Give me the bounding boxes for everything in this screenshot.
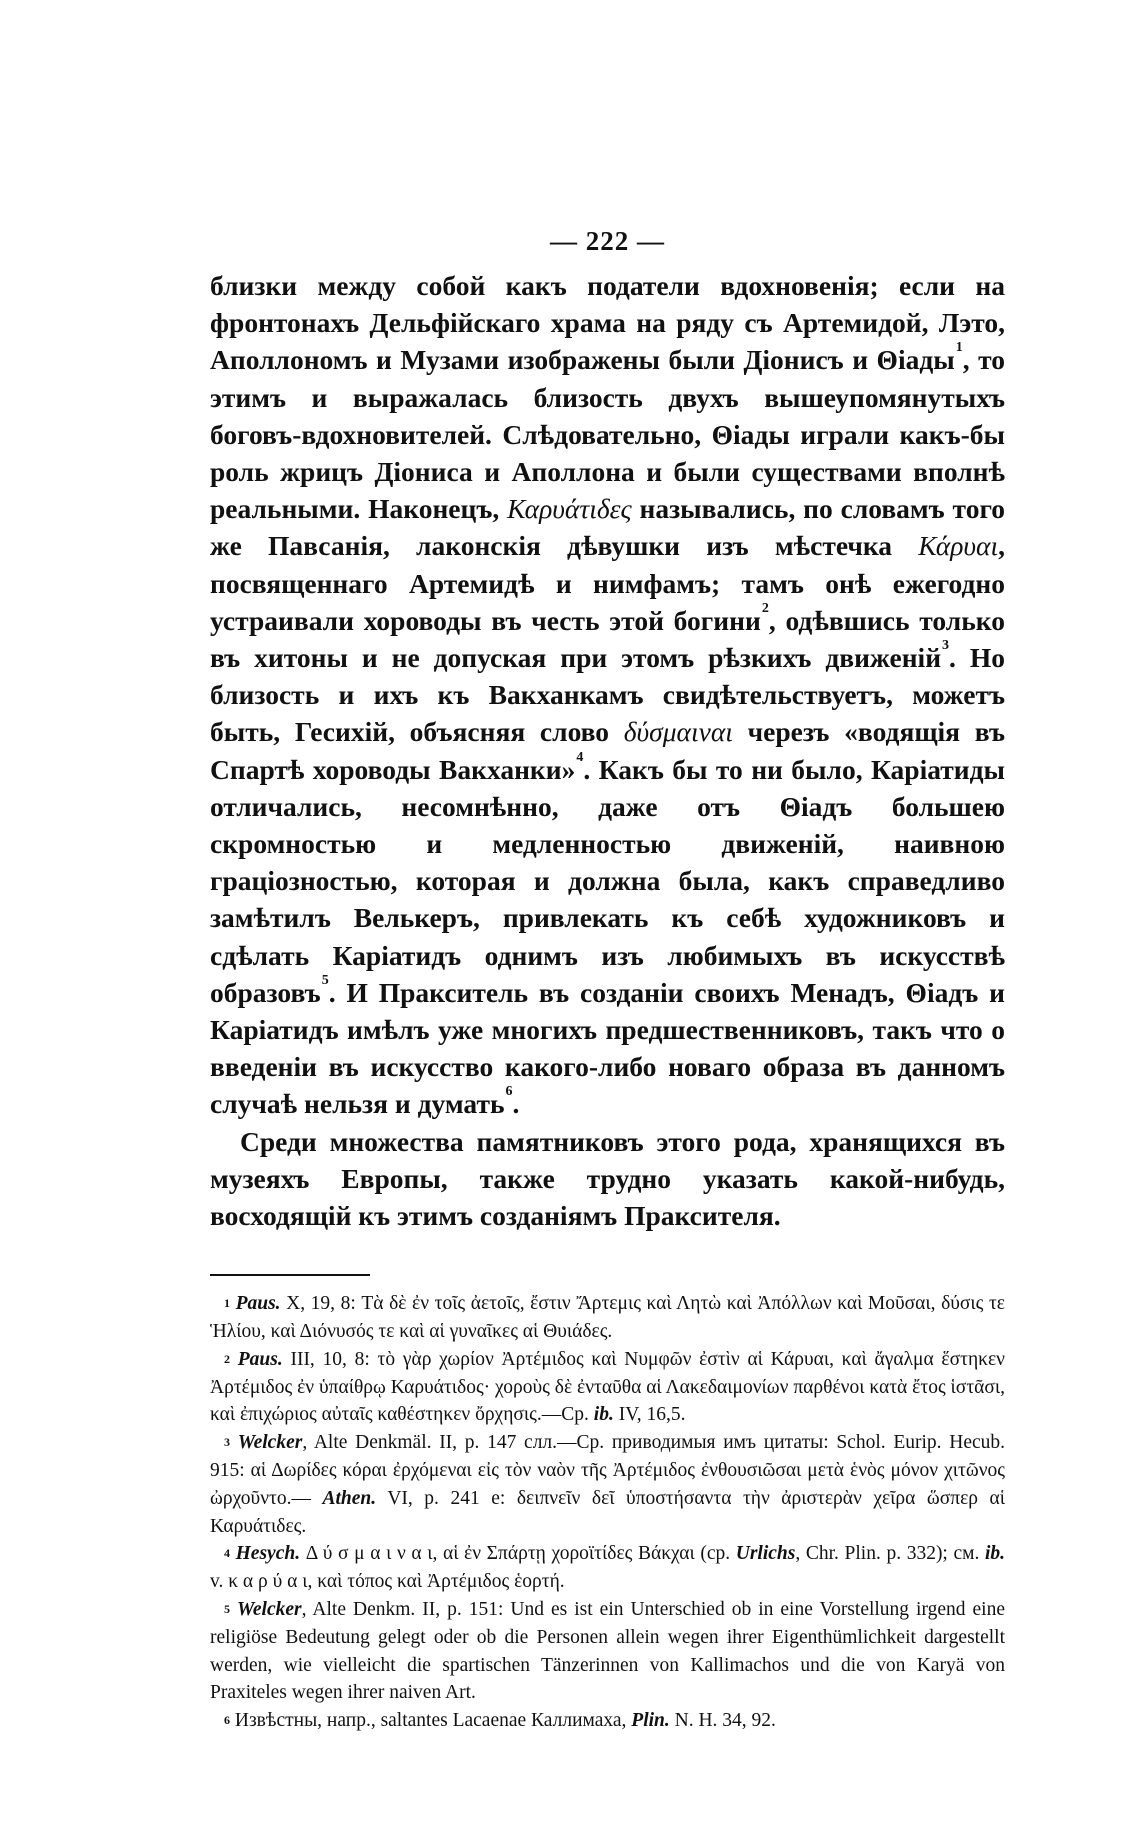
footnote — [210, 1429, 1005, 1540]
text-run: . Какъ бы то ни было, Каріатиды отличались, несомнѣнно, даже отъ Θіадъ большею скромностью и медленностью движеній, наивною граціозностью, которая и должна была, какъ справедливо замѣтилъ Велькеръ, привлекать къ себѣ художниковъ и сдѣлать Каріатидъ однимъ изъ любимыхъ въ искусствѣ образовъ — [210, 753, 1006, 1008]
text-run: близки между собой какъ податели вдохновенія; если на фронтонахъ Дельфійскаго храма на ряду съ Артемидой, Лэто, Аполлономъ и Музами изображены были Діонисъ и Θіады — [210, 270, 1005, 376]
footnote-separator — [210, 1274, 370, 1276]
text-run: Извѣстны, напр., saltantes Lacaenae Каллимаха, — [234, 1710, 632, 1732]
citation-author: Plin. — [631, 1710, 670, 1732]
greek-word: Καρυάτιδες — [507, 493, 632, 525]
citation-author: Urlichs — [735, 1543, 796, 1565]
body-paragraph — [210, 1123, 1005, 1235]
text-run: . — [512, 1088, 520, 1120]
text-run: назывались, по словамъ того же Павсанія, лаконскія дѣвушки изъ мѣстечка — [210, 493, 1005, 562]
text-run: v. κ α ρ ύ α ι, καὶ τόπος καὶ Ἀρτέμιδος ἑορτή. — [210, 1571, 565, 1593]
text-run: черезъ «водящія въ Спартѣ хороводы Вакханки» — [210, 716, 1005, 785]
book-page — [210, 226, 1005, 1735]
text-run: . И Пракситель въ созданіи своихъ Менадъ, Θіадъ и Каріатидъ имѣлъ уже многихъ предшественниковъ, такъ что о введеніи въ искусство какого-либо новаго образа въ данномъ случаѣ нельзя и думать — [210, 976, 1005, 1120]
footnote — [210, 1290, 1005, 1346]
footnote-number: 6 — [224, 1713, 230, 1728]
text-run: , Alte Denkmäl. II, p. 147 слл.—Ср. приводимыя имъ цитаты: Schol. Eurip. Hecub. 915: αἱ Δωρίδες κόραι ἐρχόμεναι εἰς τὸν ναὸν τῆς Ἀρτέμιδος ἐνθουσιῶσαι μετὰ ἑνὸς μόνον χιτῶνος ὠρχοῦντο.— — [210, 1432, 1005, 1509]
text-run: Δ ύ σ μ α ι ν α ι, αἱ ἐν Σπάρτῃ χοροϊτίδες Βάκχαι (ср. — [300, 1543, 736, 1565]
footnote-number: 4 — [224, 1546, 230, 1561]
citation-author: ib. — [984, 1543, 1006, 1565]
citation-author: Paus. — [237, 1348, 283, 1370]
footnote — [210, 1346, 1005, 1429]
citation-author: Paus. — [235, 1293, 281, 1315]
text-run: X, 19, 8: Τὰ δὲ ἐν τοῖς ἀετοῖς, ἔστιν Ἄρτεμις καὶ Λητὼ καὶ Ἀπόλλων καὶ Μοῦσαι, δύσις τε Ἡλίου, καὶ Διόνυσός τε καὶ αἱ γυναῖκες αἱ Θυιάδες. — [210, 1293, 1005, 1343]
footnote-reference: 1 — [955, 340, 963, 356]
text-run: Среди множества памятниковъ этого рода, хранящихся въ музеяхъ Европы, также трудно указать какой-нибудь, восходящій къ этимъ созданіямъ Праксителя. — [210, 1125, 1005, 1232]
greek-word: Κάρυαι — [918, 530, 999, 562]
footnotes — [210, 1290, 1005, 1735]
text-run: . Но близость и ихъ къ Вакханкамъ свидѣтельствуетъ, можетъ быть, Гесихій, объясняя слово — [210, 642, 1005, 748]
citation-author: ib. — [593, 1404, 614, 1426]
body-paragraph — [210, 267, 1005, 1123]
text-run: III, 10, 8: τὸ γὰρ χωρίον Ἀρτέμιδος καὶ Νυμφῶν ἐστὶν αἱ Κάρυαι, καὶ ἄγαλμα ἕστηκεν Ἀρτέμιδος ἐν ὑπαίθρῳ Καρυάτιδος· χοροὺς δὲ ἐνταῦθα αἱ Λακεδαιμονίων παρθένοι κατὰ ἔτος ἱστᾶσι, καὶ ἐπιχώριος αὐταῖς καθέστηκεν ὄρχησις.—Ср. — [210, 1348, 1005, 1426]
page-number: — 222 — — [550, 226, 665, 256]
main-text — [210, 267, 1005, 1234]
text-run: , Chr. Plin. p. 332); см. — [795, 1543, 985, 1565]
citation-author: Welcker — [237, 1599, 302, 1621]
text-run: N. H. 34, 92. — [669, 1710, 776, 1732]
footnote-number: 3 — [224, 1435, 230, 1450]
footnote-reference: 3 — [942, 638, 950, 654]
text-run: , посвященнаго Артемидѣ и нимфамъ; тамъ онѣ ежегодно устраивали хороводы въ честь этой богини — [210, 530, 1005, 636]
footnote — [210, 1707, 1005, 1735]
footnote-number: 1 — [224, 1296, 230, 1311]
text-run: IV, 16,5. — [613, 1404, 686, 1426]
text-run: , одѣвшись только въ хитоны и не допуская при этомъ рѣзкихъ движеній — [210, 604, 1005, 674]
citation-author: Athen. — [322, 1487, 377, 1509]
footnote-reference: 6 — [505, 1084, 513, 1100]
citation-author: Welcker — [237, 1432, 303, 1454]
footnote-reference: 4 — [576, 749, 584, 765]
footnote-number: 5 — [224, 1602, 230, 1617]
footnote-reference: 5 — [321, 972, 329, 988]
citation-author: Hesych. — [235, 1543, 301, 1565]
text-run: VI, p. 241 e: δειπνεῖν δεῖ ὑποστήσαντα τὴν ἀριστερὰν χεῖρα ὥσπερ αἱ Καρυάτιδες. — [210, 1487, 1005, 1537]
greek-word: δύσμαιναι — [623, 716, 733, 748]
text-run: , то этимъ и выражалась близость двухъ вышеупомянутыхъ боговъ-вдохновителей. Слѣдовательно, Θіады играли какъ-бы роль жрицъ Діониса и Аполлона и были существами вполнѣ реальными. Наконецъ, — [210, 344, 1005, 525]
footnote — [210, 1596, 1005, 1707]
footnote-reference: 2 — [761, 600, 769, 616]
footnote — [210, 1540, 1005, 1596]
text-run: , Alte Denkm. II, p. 151: Und es ist ein Unterschied ob in eine Vorstellung irgend eine religiöse Bedeutung gelegt oder ob die Personen allein wegen ihrer Eigenthümlichkeit dargestellt werden, wie vielleicht die spartischen Tänzerinnen von Kallimachos und die von Karyä von Praxiteles wegen ihrer naiven Art. — [210, 1599, 1005, 1704]
footnote-number: 2 — [224, 1351, 230, 1366]
